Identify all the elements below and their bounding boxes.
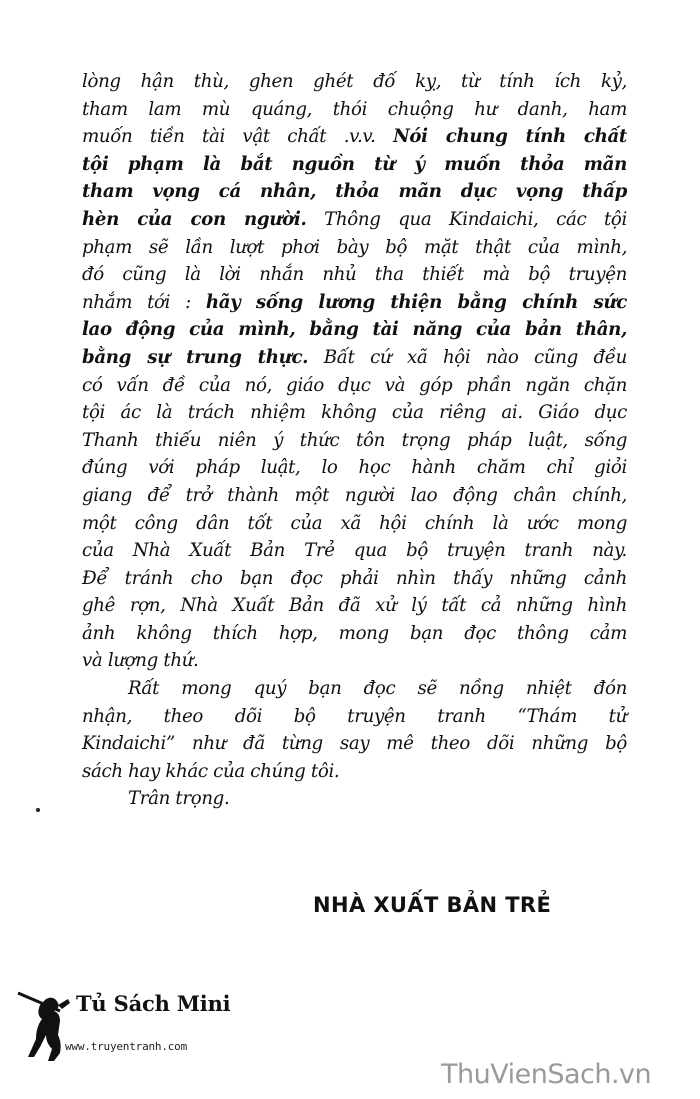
bold-text-run: lao động của mình, bằng tài năng của bản thân, <box>82 319 627 341</box>
body-text <box>82 68 627 813</box>
bold-text-run: hèn của con người. <box>82 208 307 230</box>
bold-text-run: Nói chung tính chất <box>393 126 627 148</box>
bold-text-run: tham vọng cá nhân, thỏa mãn dục vọng thấp <box>82 181 627 203</box>
text-run: lòng hận thù, ghen ghét đố kỵ, từ tính ích kỷ, <box>82 71 627 92</box>
text-line <box>82 96 627 124</box>
logo-title: Tủ Sách Mini <box>76 991 231 1016</box>
text-run: của Nhà Xuất Bản Trẻ qua bộ truyện tranh này. <box>82 540 627 562</box>
text-line <box>82 647 627 675</box>
text-line <box>82 592 627 620</box>
text-line <box>82 123 627 151</box>
text-run: nhắm tới : <box>82 291 206 313</box>
text-run: Kindaichi” như đã từng say mê theo dõi những bộ <box>82 733 627 755</box>
text-run: Bất cứ xã hội nào cũng đều <box>308 346 627 368</box>
bold-text-run: bằng sự trung thực. <box>82 346 309 368</box>
text-line <box>82 537 627 565</box>
text-line <box>82 675 627 703</box>
text-line <box>82 261 627 289</box>
text-line <box>82 758 627 786</box>
tu-sach-mini-logo <box>16 985 246 1065</box>
text-run: muốn tiền tài vật chất .v.v. <box>82 126 394 148</box>
bold-text-run: tội phạm là bắt nguồn từ ý muốn thỏa mãn <box>82 153 627 175</box>
text-line <box>82 344 627 372</box>
text-line <box>82 234 627 262</box>
text-run: nhận, theo dõi bộ truyện tranh “Thám tử <box>82 705 627 727</box>
text-line <box>82 482 627 510</box>
text-line <box>82 178 627 206</box>
text-run: sách hay khác của chúng tôi. <box>82 760 340 782</box>
text-line <box>82 289 627 317</box>
text-line <box>82 151 627 179</box>
text-run: đó cũng là lời nhắn nhủ tha thiết mà bộ truyện <box>82 264 627 286</box>
text-run: tham lam mù quáng, thói chuộng hư danh, ham <box>82 98 627 120</box>
ninja-silhouette-icon <box>16 985 76 1065</box>
text-line <box>82 68 627 96</box>
text-run: có vấn đề của nó, giáo dục và góp phần ngăn chặn <box>82 374 627 396</box>
text-run: ảnh không thích hợp, mong bạn đọc thông cảm <box>82 622 627 644</box>
logo-url: www.truyentranh.com <box>65 1040 188 1053</box>
text-line <box>82 730 627 758</box>
text-line <box>82 510 627 538</box>
text-run: một công dân tốt của xã hội chính là ước mong <box>82 512 627 534</box>
text-line <box>82 454 627 482</box>
text-run: Rất mong quý bạn đọc sẽ nồng nhiệt đón <box>128 678 627 700</box>
text-run: phạm sẽ lần lượt phơi bày bộ mặt thật của mình, <box>82 236 627 258</box>
text-line <box>82 316 627 344</box>
text-line <box>82 427 627 455</box>
text-line <box>82 372 627 400</box>
text-run: Thông qua Kindaichi, các tội <box>306 208 627 230</box>
scan-speck <box>36 808 40 812</box>
text-line <box>82 785 627 813</box>
watermark: ThuVienSach.vn <box>441 1059 652 1090</box>
text-run: Để tránh cho bạn đọc phải nhìn thấy những cảnh <box>82 567 627 589</box>
text-line <box>82 565 627 593</box>
text-run: Trân trọng. <box>128 788 230 810</box>
publisher-signature: NHÀ XUẤT BẢN TRẺ <box>313 893 552 917</box>
text-line <box>82 206 627 234</box>
text-line <box>82 620 627 648</box>
text-run: Thanh thiếu niên ý thức tôn trọng pháp luật, sống <box>82 429 627 451</box>
text-run: đúng với pháp luật, lo học hành chăm chỉ giỏi <box>82 457 627 479</box>
text-run: giang để trở thành một người lao động chân chính, <box>82 484 627 506</box>
bold-text-run: hãy sống lương thiện bằng chính sức <box>205 291 627 313</box>
text-run: tội ác là trách nhiệm không của riêng ai. Giáo dục <box>82 402 627 424</box>
text-line <box>82 399 627 427</box>
text-line <box>82 703 627 731</box>
text-run: ghê rợn, Nhà Xuất Bản đã xử lý tất cả những hình <box>82 595 627 617</box>
text-run: và lượng thứ. <box>82 650 199 672</box>
